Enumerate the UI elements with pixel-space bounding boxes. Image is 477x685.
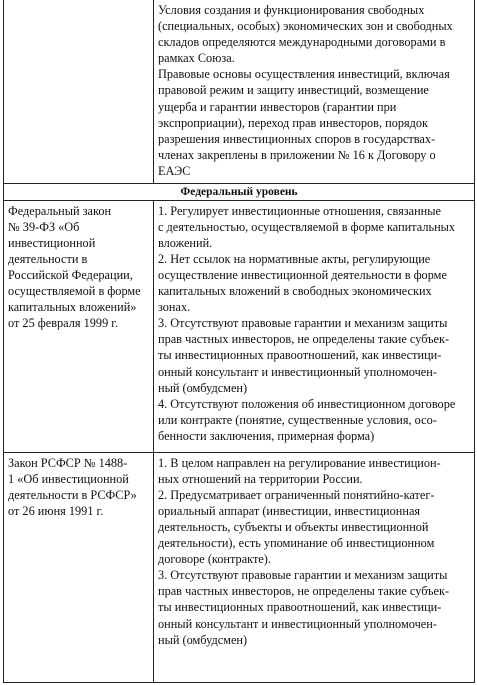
table-row-intro	[4, 0, 475, 183]
intro-paragraph: Правовые основы осуществления инвестиций, включая правовой режим и защиту инвестиций, возмещение ущерба и гарантии инвесторов (гарантии при экспроприации), переход прав инвесторов, порядок разрешения инвестиционных споров в государствах- членах закреплены в приложении № 16 к Договору о ЕАЭС	[158, 67, 450, 178]
legal-comparison-table	[3, 0, 475, 683]
law-name-cell	[4, 200, 154, 452]
analysis-item: 3. Отсутствуют правовые гарантии и механизм защиты прав частных инвесторов, не определены такие субъек- ты инвестиционных правоотношений, как инвестици- онный консультант и инвестиционный уполномочен- ный (омбудсмен)	[158, 568, 450, 647]
intro-left-cell	[4, 0, 154, 183]
section-heading-row	[4, 183, 475, 200]
law-analysis-cell	[154, 200, 475, 452]
intro-paragraph: Условия создания и функционирования свободных (специальных, особых) экономических зон и свободных складов определяются международными договорами в рамках Союза.	[158, 3, 453, 66]
analysis-item: 2. Предусматривает ограниченный понятийно-катег- ориальный аппарат (инвестиции, инвестиционная деятельность, субъекты и объекты инвестиционной деятельности), есть упоминание об инвестиционном договоре (контракте).	[158, 487, 435, 567]
table-row	[4, 452, 475, 682]
analysis-item: 4. Отсутствуют положения об инвестиционном договоре или контракте (понятие, существенные условия, осо- бенности заключения, примерная форма)	[158, 396, 456, 443]
law-name-cell	[4, 452, 154, 682]
law-name: Федеральный закон № 39-ФЗ «Об инвестиционной деятельности в Российской Федерации, осуществляемой в форме капитальных вложений» от 25 февраля 1999 г.	[8, 203, 141, 331]
table-row	[4, 200, 475, 452]
analysis-item: 1. Регулирует инвестиционные отношения, связанные с деятельностью, осуществляемой в форме капитальных вложений.	[158, 203, 456, 250]
law-name: Закон РСФСР № 1488- 1 «Об инвестиционной деятельности в РСФСР» от 26 июня 1991 г.	[8, 455, 137, 518]
analysis-item: 2. Нет ссылок на нормативные акты, регулирующие осуществление инвестиционной деятельности в форме капитальных вложений в свободных экономических зонах.	[158, 251, 447, 315]
section-heading: Федеральный уровень	[4, 183, 475, 200]
intro-right-cell	[154, 0, 475, 183]
law-analysis-cell	[154, 452, 475, 682]
analysis-item: 3. Отсутствуют правовые гарантии и механизм защиты прав частных инвесторов, не определены такие субъек- ты инвестиционных правоотношений, как инвестици- онный консультант и инвестиционный уполномочен- ный (омбудсмен)	[158, 316, 450, 395]
analysis-item: 1. В целом направлен на регулирование инвестицион- ных отношений на территории России.	[158, 455, 441, 486]
